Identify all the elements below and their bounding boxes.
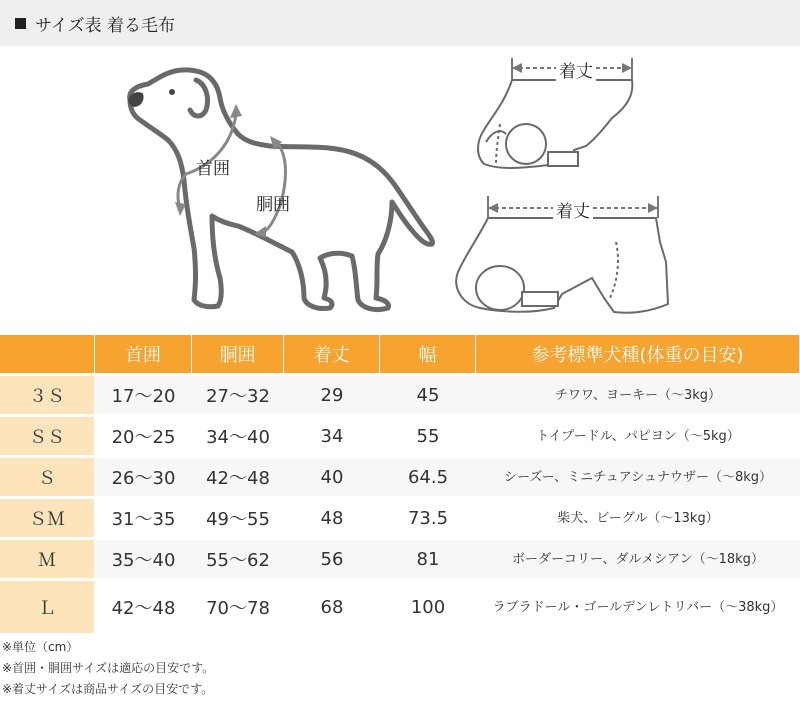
table-row bbox=[0, 417, 800, 458]
width-cell: 45 bbox=[380, 376, 476, 417]
breed-cell: ボーダーコリー、ダルメシアン（〜18kg） bbox=[476, 540, 800, 581]
square-bullet-icon bbox=[15, 18, 26, 29]
size-cell: Ｓ bbox=[0, 458, 95, 499]
footnotes bbox=[2, 637, 214, 700]
table-row bbox=[0, 581, 800, 636]
size-table bbox=[0, 335, 800, 636]
table-row bbox=[0, 458, 800, 499]
length-cell: 48 bbox=[284, 499, 380, 540]
length-label-bottom: 着丈 bbox=[553, 197, 593, 222]
breed-cell: チワワ、ヨーキー（〜3kg） bbox=[476, 376, 800, 417]
length-cell: 40 bbox=[284, 458, 380, 499]
footnote: ※着丈サイズは商品サイズの目安です。 bbox=[2, 682, 214, 696]
section-title: サイズ表 着る毛布 bbox=[35, 15, 176, 36]
width-cell: 64.5 bbox=[380, 458, 476, 499]
chest-cell: 34〜40 bbox=[192, 417, 284, 458]
neck-label: 首囲 bbox=[196, 159, 230, 179]
header-cell: 参考標準犬種(体重の目安) bbox=[476, 335, 800, 376]
dog-measurement-diagram bbox=[0, 46, 800, 334]
chest-cell: 49〜55 bbox=[192, 499, 284, 540]
breed-cell: 柴犬、ビーグル（〜13kg） bbox=[476, 499, 800, 540]
width-cell: 73.5 bbox=[380, 499, 476, 540]
size-illustration bbox=[0, 46, 800, 334]
chest-cell: 70〜78 bbox=[192, 581, 284, 636]
length-cell: 29 bbox=[284, 376, 380, 417]
chest-label: 胴囲 bbox=[256, 195, 290, 215]
table-header-row bbox=[0, 335, 800, 376]
table-row bbox=[0, 376, 800, 417]
chest-cell: 55〜62 bbox=[192, 540, 284, 581]
section-title-bar bbox=[0, 0, 800, 46]
table-row bbox=[0, 540, 800, 581]
footnote: ※首囲・胴囲サイズは適応の目安です。 bbox=[2, 661, 215, 675]
size-cell: Ｍ bbox=[0, 540, 95, 581]
length-label-top: 着丈 bbox=[556, 57, 596, 82]
size-cell: ＳＳ bbox=[0, 417, 95, 458]
breed-cell: トイプードル、パピヨン（〜5kg） bbox=[476, 417, 800, 458]
header-cell bbox=[0, 335, 95, 376]
size-cell: ＳＭ bbox=[0, 499, 95, 540]
neck-cell: 31〜35 bbox=[95, 499, 192, 540]
table-row bbox=[0, 499, 800, 540]
length-cell: 34 bbox=[284, 417, 380, 458]
header-cell: 胴囲 bbox=[192, 335, 284, 376]
length-cell: 68 bbox=[284, 581, 380, 636]
garment-top-icon bbox=[478, 80, 632, 168]
neck-cell: 26〜30 bbox=[95, 458, 192, 499]
neck-cell: 20〜25 bbox=[95, 417, 192, 458]
size-cell: ３Ｓ bbox=[0, 376, 95, 417]
header-cell: 幅 bbox=[380, 335, 476, 376]
garment-bottom-icon bbox=[456, 218, 668, 313]
header-cell: 着丈 bbox=[284, 335, 380, 376]
header-cell: 首囲 bbox=[95, 335, 192, 376]
neck-cell: 42〜48 bbox=[95, 581, 192, 636]
chest-cell: 27〜32 bbox=[192, 376, 284, 417]
neck-cell: 17〜20 bbox=[95, 376, 192, 417]
neck-cell: 35〜40 bbox=[95, 540, 192, 581]
width-cell: 81 bbox=[380, 540, 476, 581]
width-cell: 55 bbox=[380, 417, 476, 458]
size-cell: Ｌ bbox=[0, 581, 95, 636]
breed-cell: シーズー、ミニチュアシュナウザー（〜8kg） bbox=[476, 458, 800, 499]
length-cell: 56 bbox=[284, 540, 380, 581]
breed-cell: ラブラドール・ゴールデンレトリバー（〜38kg） bbox=[476, 581, 800, 636]
footnote: ※単位（cm） bbox=[2, 640, 79, 654]
width-cell: 100 bbox=[380, 581, 476, 636]
chest-cell: 42〜48 bbox=[192, 458, 284, 499]
